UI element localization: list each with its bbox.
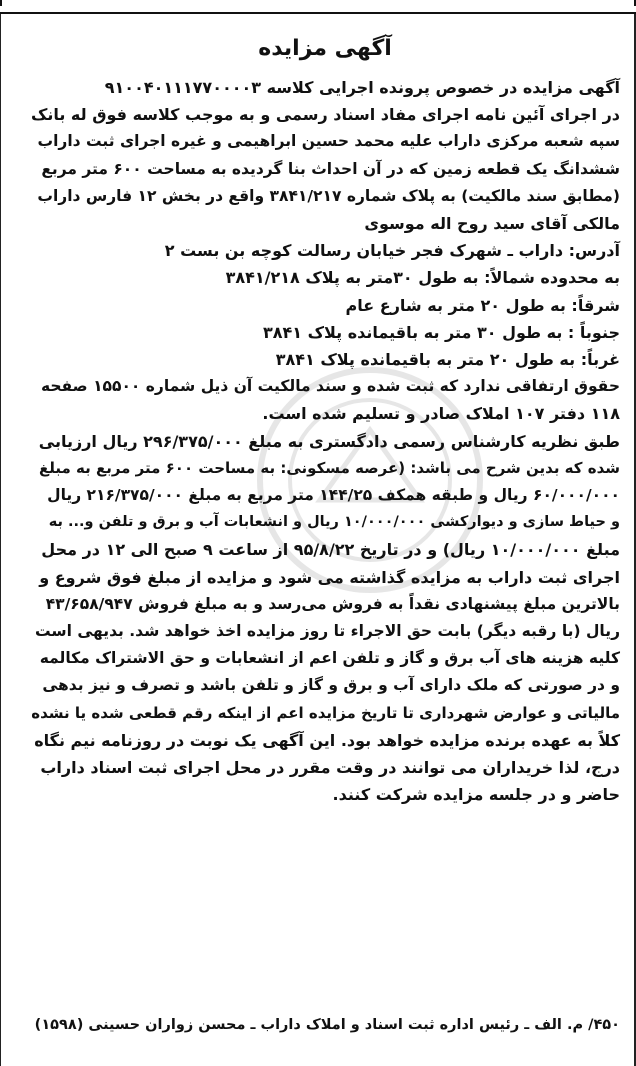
notice-line: جنوباً : به طول ۳۰ متر به باقیمانده پلاک ۳۸۴۱ (262, 322, 620, 342)
notice-line: حاضر و در جلسه مزایده شرکت کنند. (332, 785, 620, 805)
notice-line: آدرس: داراب ـ شهرک فجر خیابان رسالت کوچه بن بست ۲ (164, 241, 620, 261)
notice-line: اجرای ثبت داراب به مزایده گذاشته می شود و مزایده از مبلغ فوق شروع و (39, 567, 620, 587)
notice-line: ۱۱۸ دفتر ۱۰۷ املاک صادر و تسلیم شده است. (262, 404, 620, 424)
notice-line: ششدانگ یک قطعه زمین که در آن احداث بنا گردیده به مساحت ۶۰۰ متر مربع (41, 159, 620, 178)
notice-line: غرباً: به طول ۲۰ متر به باقیمانده پلاک ۳۸۴۱ (275, 350, 620, 370)
notice-line: مالیاتی و عوارض شهرداری تا تاریخ مزایده اعم از اینکه رقم قطعی شده یا نشده (31, 703, 620, 722)
notice-line: مالکی آقای سید روح اله موسوی (364, 214, 620, 234)
notice-line: (مطابق سند مالکیت) به پلاک شماره ۳۸۴۱/۲۱۷ واقع در بخش ۱۲ فارس داراب (37, 186, 620, 205)
notice-title: آگهی مزایده (258, 36, 392, 61)
notice-line: در اجرای آئین نامه اجرای مفاد اسناد رسمی و به موجب کلاسه فوق له بانک (30, 105, 620, 125)
notice-line: مبلغ ۱۰/۰۰۰/۰۰۰ ریال) و در تاریخ ۹۵/۸/۲۲ از ساعت ۹ صبح الی ۱۲ در محل (41, 540, 620, 560)
auction-notice (30, 32, 620, 808)
notice-line: کلاً به عهده برنده مزایده خواهد بود. این آگهی یک نوبت در روزنامه نیم نگاه (34, 730, 620, 750)
notice-line: کلیه هزینه های آب برق و گاز و تلفن اعم از انشعابات و حق الاشتراک مکالمه (39, 649, 620, 668)
top-border-rail (0, 0, 636, 6)
notice-line: حقوق ارتفاقی ندارد که ثبت شده و سند مالکیت آن ذیل شماره ۱۵۵۰۰ صفحه (40, 377, 620, 396)
notice-line: ۶۰/۰۰۰/۰۰۰ ریال و طبقه همکف ۱۴۴/۲۵ متر مربع به مبلغ ۲۱۶/۳۷۵/۰۰۰ ریال (47, 486, 620, 505)
notice-line: ریال (با رقبه دیگر) بابت حق الاجراء تا روز مزایده اخذ خواهد شد. بدیهی است (34, 622, 620, 641)
notice-line: شده که بدین شرح می باشد: (عرصه مسکونی: به مساحت ۶۰۰ متر مربع به مبلغ (39, 458, 620, 477)
notice-body (30, 74, 620, 808)
notice-line: طبق نظریه کارشناس رسمی دادگستری به مبلغ ۲۹۶/۳۷۵/۰۰۰ ریال ارزیابی (38, 431, 620, 451)
notice-line: آگهی مزایده در خصوص پرونده اجرایی کلاسه ۹۱۰۰۴۰۱۱۱۷۷۰۰۰۰۳ (104, 78, 620, 97)
notice-line: سپه شعبه مرکزی داراب علیه محمد حسین ابراهیمی و غیره اجرای ثبت داراب (37, 132, 620, 151)
notice-line: بالاترین مبلغ پیشنهادی نقداً به فروش می‌رسد و به مبلغ فروش ۴۳/۶۵۸/۹۴۷ (45, 594, 620, 613)
notice-signature: ۴۵۰/ م. الف ـ رئیس اداره ثبت اسناد و املاک داراب ـ محسن زواران حسینی (۱۵۹۸) (34, 1017, 620, 1033)
notice-line: درج، لذا خریداران می توانند در وقت مقرر در محل اجرای ثبت اسناد داراب (40, 758, 620, 778)
notice-line: شرقاً: به طول ۲۰ متر به شارع عام (345, 295, 620, 315)
top-border (0, 0, 636, 14)
notice-line: و حیاط سازی و دیوارکشی ۱۰/۰۰۰/۰۰۰ ریال و انشعابات آب و برق و تلفن و... به (48, 514, 620, 531)
notice-line: به محدوده شمالاً: به طول ۳۰متر به پلاک ۳۸۴۱/۲۱۸ (225, 268, 620, 288)
notice-line: و در صورتی که ملک دارای آب و برق و گاز و تلفن باشد و تصرف و نیز بدهی (42, 676, 620, 695)
